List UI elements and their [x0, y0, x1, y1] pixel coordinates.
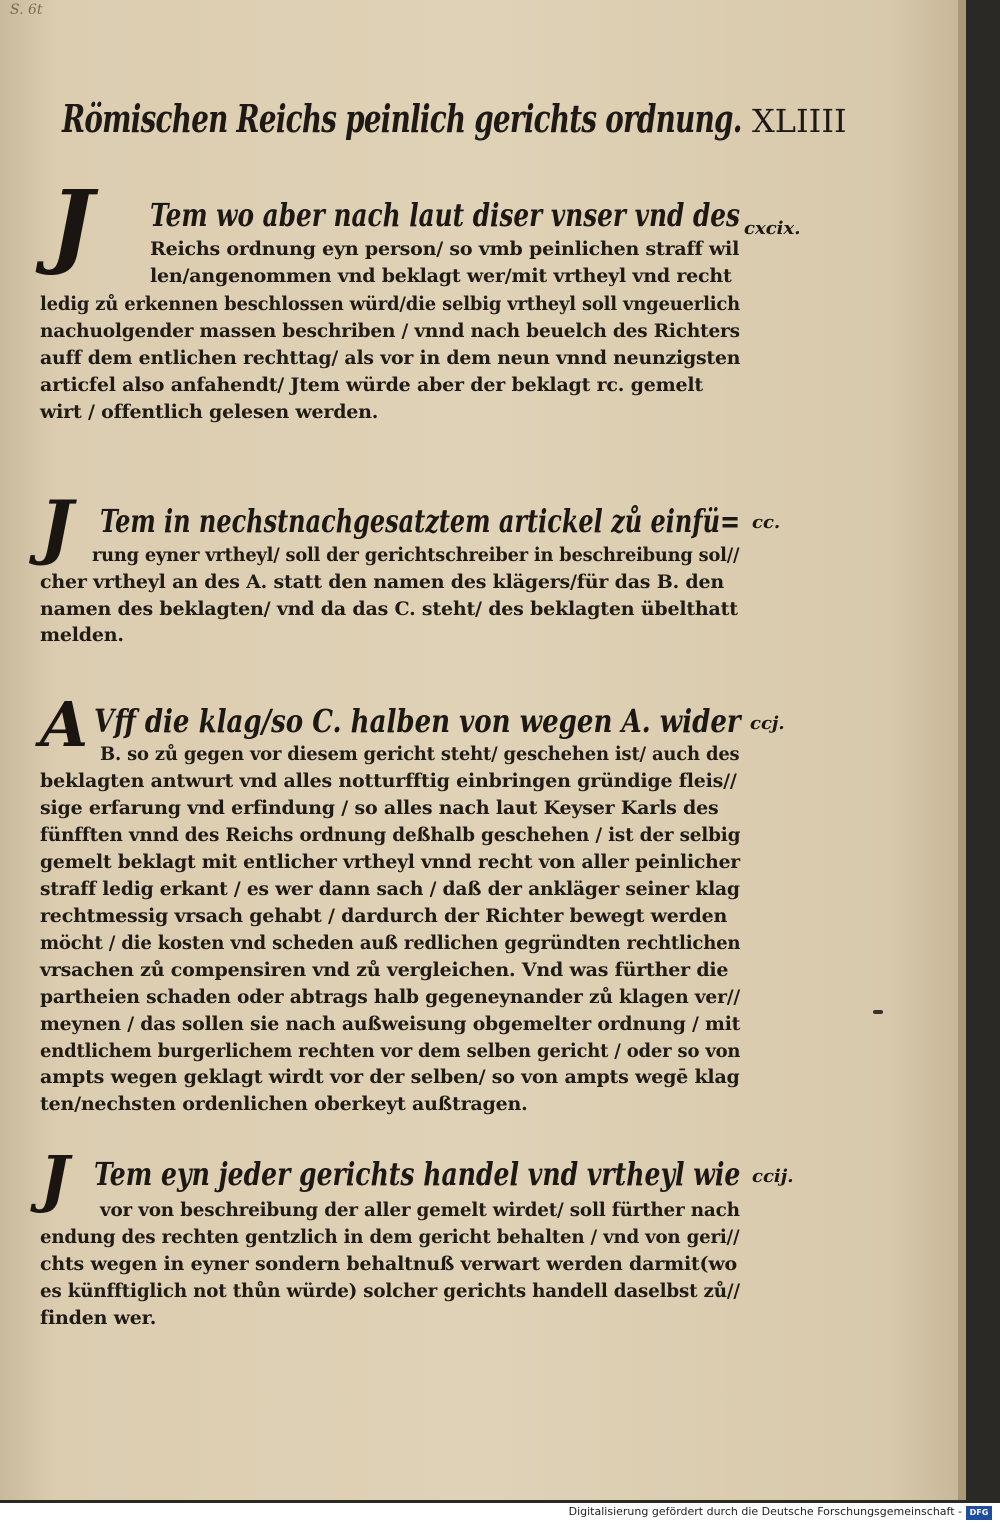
running-title: Römischen Reichs peinlich gerichts ordnung. — [62, 96, 742, 141]
margin-article-number: ccij. — [752, 1166, 794, 1187]
pencil-note: S. 6t — [10, 2, 43, 18]
digitization-footer — [0, 1503, 1000, 1523]
paragraph-line: meynen / das sollen sie nach außweisung obgemelter ordnung / mit — [40, 1013, 741, 1035]
paragraph-line: fünfften vnnd des Reichs ordnung deßhalb geschehen / ist der selbig — [40, 824, 741, 846]
page-header — [62, 96, 862, 156]
paragraph-line: straff ledig erkant / es wer dann sach / daß der ankläger seiner klag — [40, 878, 740, 900]
paragraph-first-line: Tem eyn jeder gerichts handel vnd vrtheyl wie — [94, 1155, 741, 1193]
dfg-logo-icon: DFG — [966, 1506, 992, 1520]
paragraph-line: finden wer. — [40, 1307, 157, 1329]
paragraph-line: es künfftiglich not thůn würde) solcher gerichts handell daselbst zů// — [40, 1280, 740, 1302]
paragraph-line: auff dem entlichen rechttag/ als vor in dem neun vnnd neunzigsten — [40, 347, 741, 369]
paragraph-line: wirt / offentlich gelesen werden. — [40, 401, 379, 423]
margin-article-number: cxcix. — [744, 218, 801, 239]
decorated-initial: A — [40, 688, 89, 761]
paragraph-line: vrsachen zů compensiren vnd zů vergleichen. Vnd was fürther die — [40, 959, 729, 981]
ink-mark — [873, 1010, 883, 1014]
paragraph-line: B. so zů gegen vor diesem gericht steht/ geschehen ist/ auch des — [100, 743, 740, 765]
paragraph-first-line: Tem wo aber nach laut diser vnser vnd des — [150, 196, 740, 234]
paragraph-line: partheien schaden oder abtrags halb gegeneynander zů klagen ver// — [40, 986, 740, 1008]
paragraph-line: gemelt beklagt mit entlicher vrtheyl vnnd recht von aller peinlicher — [40, 851, 740, 873]
paragraph-line: Reichs ordnung eyn person/ so vmb peinlichen straff wil — [150, 238, 740, 260]
paragraph-first-line: Tem in nechstnachgesatztem artickel zů einfü= — [100, 502, 741, 540]
paragraph-first-line: Vff die klag/so C. halben von wegen A. wider — [94, 702, 741, 740]
paragraph-line: melden. — [40, 624, 124, 646]
decorated-initial: J — [40, 1142, 70, 1215]
paragraph-line: namen des beklagten/ vnd da das C. steht/ des beklagten übelthatt — [40, 598, 738, 620]
folio-number: XLIIII — [752, 102, 847, 140]
paragraph-line: rechtmessig vrsach gehabt / dardurch der Richter bewegt werden — [40, 905, 728, 927]
paragraph-line: ampts wegen geklagt wirdt vor der selben/ so von ampts wegē klag — [40, 1066, 740, 1088]
margin-article-number: cc. — [752, 512, 781, 533]
paragraph-line: chts wegen in eyner sondern behaltnuß verwart werden darmit(wo — [40, 1253, 737, 1275]
paragraph-line: endung des rechten gentzlich in dem gericht behalten / vnd von geri// — [40, 1226, 740, 1248]
paragraph-line: len/angenommen vnd beklagt wer/mit vrtheyl vnd recht — [150, 265, 732, 287]
paragraph-line: möcht / die kosten vnd scheden auß redlichen gegründten rechtlichen — [40, 932, 741, 954]
paragraph-line: endtlichem burgerlichem rechten vor dem selben gericht / oder so von — [40, 1040, 741, 1062]
paragraph-line: sige erfarung vnd erfindung / so alles nach laut Keyser Karls des — [40, 797, 719, 819]
paragraph-line: articfel also anfahendt/ Jtem würde aber der beklagt rc. gemelt — [40, 374, 703, 396]
paragraph-line: ten/nechsten ordenlichen oberkeyt außtragen. — [40, 1093, 528, 1115]
paragraph-line: nachuolgender massen beschriben / vnnd nach beuelch des Richters — [40, 320, 740, 342]
margin-article-number: ccj. — [750, 713, 785, 734]
paragraph-line: rung eyner vrtheyl/ soll der gerichtschreiber in beschreibung sol// — [92, 544, 740, 566]
page-edge — [958, 0, 966, 1500]
decorated-initial: J — [40, 485, 74, 568]
paragraph-line: cher vrtheyl an des A. statt den namen des klägers/für das B. den — [40, 571, 724, 593]
decorated-initial: J — [50, 170, 94, 278]
footer-credit: Digitalisierung gefördert durch die Deutsche Forschungsgemeinschaft - — [568, 1505, 962, 1518]
paragraph-line: vor von beschreibung der aller gemelt wirdet/ soll fürther nach — [100, 1199, 740, 1221]
paragraph-line: beklagten antwurt vnd alles notturfftig einbringen gründige fleis// — [40, 770, 737, 792]
paragraph-line: ledig zů erkennen beschlossen würd/die selbig vrtheyl soll vngeuerlich — [40, 293, 740, 315]
